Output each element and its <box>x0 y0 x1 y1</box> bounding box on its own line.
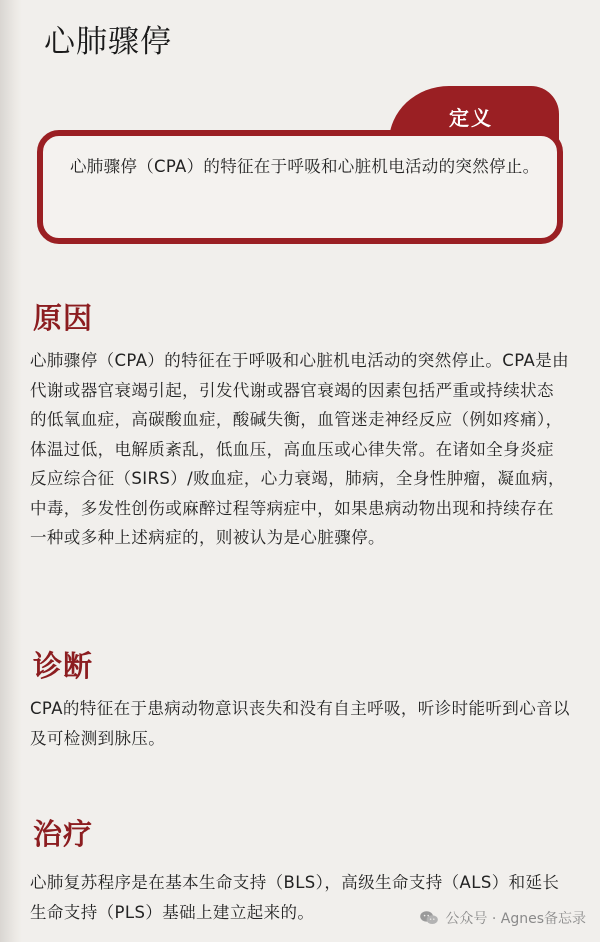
watermark <box>419 908 586 928</box>
section-body-cause: 心肺骤停（CPA）的特征在于呼吸和心脏机电活动的突然停止。CPA是由代谢或器官衰竭引起，引发代谢或器官衰竭的因素包括严重或持续状态的低氧血症，高碳酸血症，酸碱失衡，血管迷走神经反应（例如疼痛），体温过低，电解质紊乱，低血压，高血压或心律失常。在诸如全身炎症反应综合征（SIRS）/败血症，心力衰竭，肺病，全身性肿瘤，凝血病，中毒，多发性创伤或麻醉过程等病症中，如果患病动物出现和持续存在一种或多种上述病症的，则被认为是心脏骤停。 <box>30 351 570 547</box>
definition-box <box>37 130 563 244</box>
definition-text: 心肺骤停（CPA）的特征在于呼吸和心脏机电活动的突然停止。 <box>70 157 540 176</box>
watermark-text: 公众号 · Agnes备忘录 <box>445 911 586 927</box>
page-edge-shadow <box>0 0 22 942</box>
section-heading-treatment: 治疗 <box>33 817 94 851</box>
section-body-diagnosis: CPA的特征在于患病动物意识丧失和没有自主呼吸，听诊时能听到心音以及可检测到脉压。 <box>30 699 570 748</box>
definition-label: 定义 <box>449 106 493 130</box>
page-title: 心肺骤停 <box>44 24 172 60</box>
wechat-icon <box>419 910 439 926</box>
section-heading-diagnosis: 诊断 <box>33 649 94 683</box>
section-heading-cause: 原因 <box>33 301 94 335</box>
section-body-treatment: 心肺复苏程序是在基本生命支持（BLS），高级生命支持（ALS）和延长生命支持（PLS）基础上建立起来的。 <box>30 873 560 922</box>
